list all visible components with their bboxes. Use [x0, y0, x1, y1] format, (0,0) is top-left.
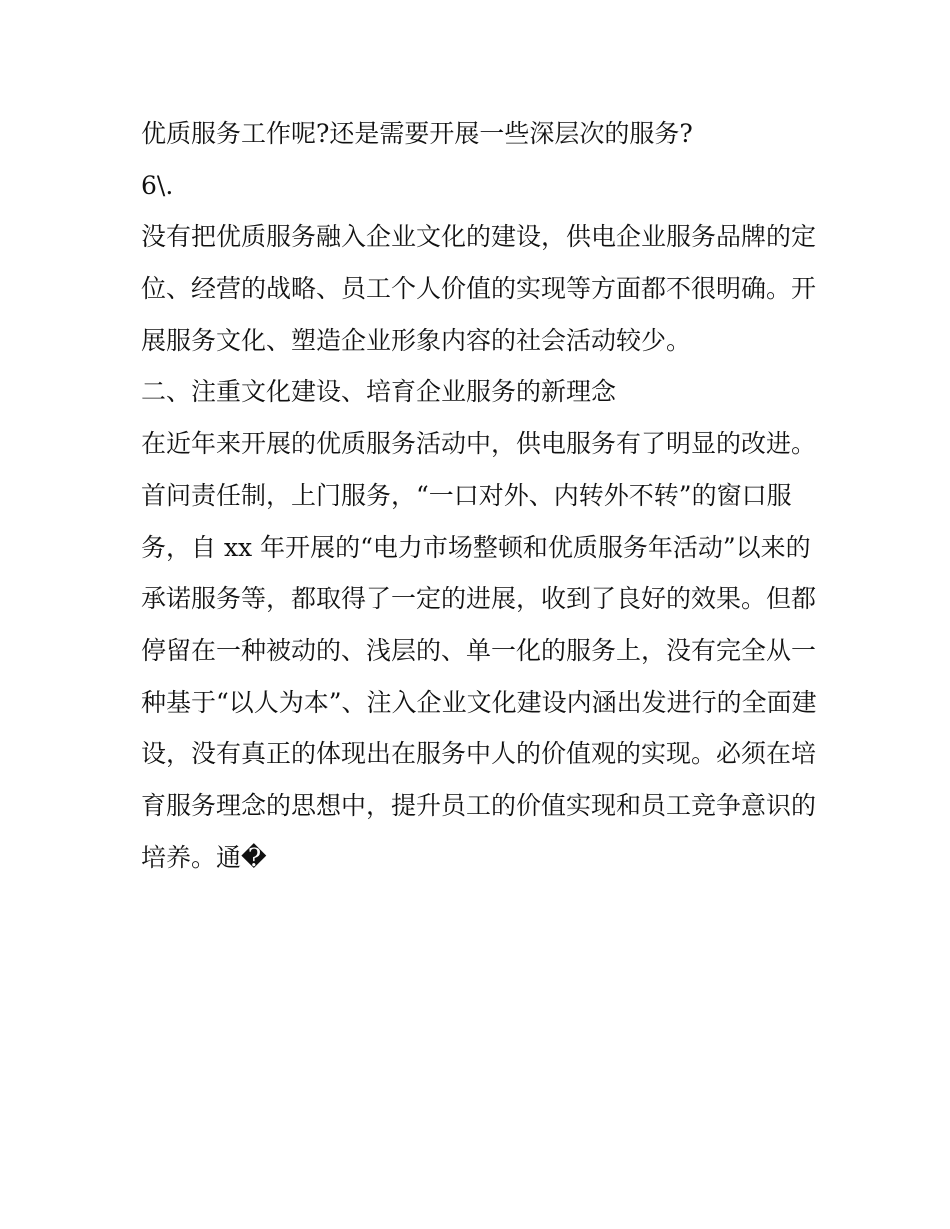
text-line-2: 6\. — [141, 170, 174, 200]
text-line-12: 种基于“以人为本”、注入企业文化建设内涵出发进行的全面建 — [141, 687, 817, 717]
text-line-8: 首问责任制，上门服务，“一口对外、内转外不转”的窗口服 — [141, 480, 792, 510]
body-text — [141, 108, 821, 883]
text-line-4: 位、经营的战略、员工个人价值的实现等方面都不很明确。开 — [141, 274, 817, 304]
text-line-9: 务，自 xx 年开展的“电力市场整顿和优质服务年活动”以来的 — [141, 532, 811, 562]
section-heading: 二、注重文化建设、培育企业服务的新理念 — [141, 377, 617, 407]
text-line-14: 育服务理念的思想中，提升员工的价值实现和员工竞争意识的 — [141, 790, 817, 820]
text-line-7: 在近年来开展的优质服务活动中，供电服务有了明显的改进。 — [141, 429, 817, 459]
text-line-11: 停留在一种被动的、浅层的、单一化的服务上，没有完全从一 — [141, 635, 817, 665]
text-line-1: 优质服务工作呢?还是需要开展一些深层次的服务? — [141, 119, 693, 148]
text-line-5: 展服务文化、塑造企业形象内容的社会活动较少。 — [141, 325, 692, 355]
text-line-15: 培养。通� — [141, 842, 267, 872]
text-line-10: 承诺服务等，都取得了一定的进展，收到了良好的效果。但都 — [141, 584, 817, 614]
text-line-13: 设，没有真正的体现出在服务中人的价值观的实现。必须在培 — [141, 739, 817, 769]
text-line-3: 没有把优质服务融入企业文化的建设，供电企业服务品牌的定 — [141, 222, 817, 252]
